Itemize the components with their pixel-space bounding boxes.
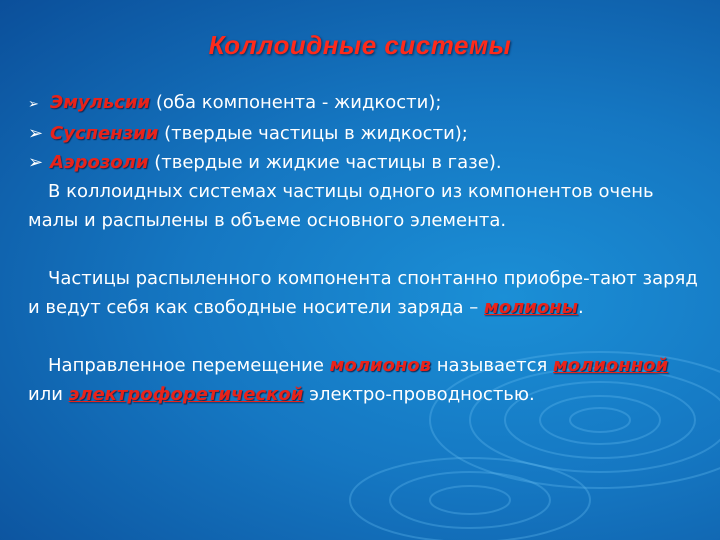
term-emulsions: Эмульсии: [50, 92, 151, 113]
paragraph-text: Направленное перемещение: [48, 355, 330, 376]
paragraph-text: Частицы распыленного компонента спонтанно приобре-тают заряд и ведут себя как свободные носители заряда –: [28, 268, 698, 318]
paragraph-text: или: [28, 384, 69, 405]
term-electrophoretic: электрофоретической: [68, 384, 304, 405]
term-aerosols: Аэрозоли: [50, 152, 149, 173]
arrow-bullet-icon: ➢: [28, 152, 44, 173]
paragraph-conductivity: [28, 351, 708, 409]
paragraph-end: .: [577, 297, 584, 318]
bullet-text: (твердые и жидкие частицы в газе).: [148, 152, 502, 173]
term-molions-genitive: молионов: [329, 355, 432, 376]
paragraph-molions: [28, 264, 708, 322]
slide-body: [28, 88, 708, 409]
paragraph-text: электро-проводностью.: [303, 384, 535, 405]
bullet-item-aerosols: [28, 148, 708, 177]
term-suspensions: Суспензии: [50, 123, 159, 144]
paragraph-text: называется: [431, 355, 554, 376]
bullet-text: (оба компонента - жидкости);: [150, 92, 442, 113]
paragraph-colloid-particles: В коллоидных системах частицы одного из компонентов очень малы и распылены в объеме основного элемента.: [28, 181, 654, 231]
arrow-bullet-icon: ➢: [28, 123, 44, 144]
term-molions: молионы: [484, 297, 578, 318]
arrow-bullet-icon: ➢: [28, 97, 39, 112]
bullet-item-suspensions: [28, 119, 708, 148]
bullet-text: (твердые частицы в жидкости);: [158, 123, 468, 144]
term-molion-conductivity: молионной: [553, 355, 669, 376]
slide-title: Коллоидные системы: [208, 30, 512, 60]
bullet-item-emulsions: [28, 88, 708, 119]
